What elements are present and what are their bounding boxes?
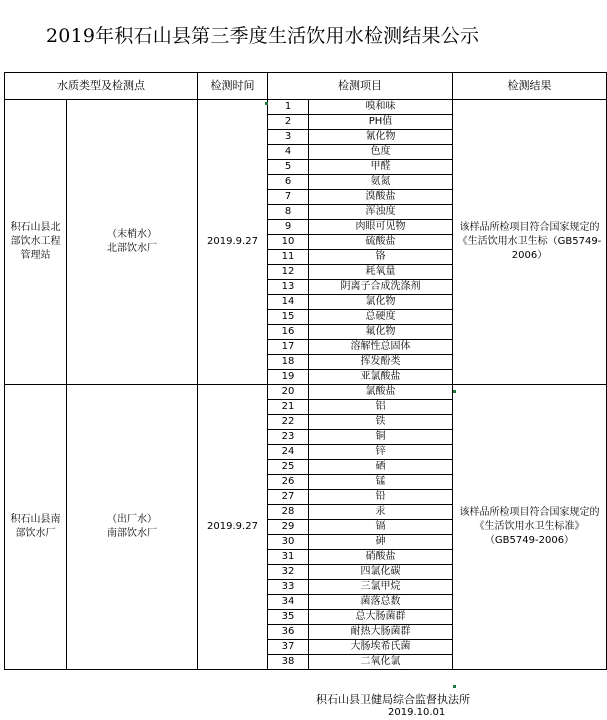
item-name: 锌 bbox=[309, 445, 453, 460]
item-number: 34 bbox=[268, 595, 309, 610]
header-row bbox=[5, 73, 607, 100]
item-number: 10 bbox=[268, 235, 309, 250]
item-number: 9 bbox=[268, 220, 309, 235]
item-name: 硒 bbox=[309, 460, 453, 475]
item-name: 耐热大肠菌群 bbox=[309, 625, 453, 640]
group-result-cell: 该样品所检项目符合国家规定的《生活饮用水卫生标（GB5749-2006） bbox=[453, 100, 607, 385]
item-number: 25 bbox=[268, 460, 309, 475]
item-name: 浑浊度 bbox=[309, 205, 453, 220]
item-number: 11 bbox=[268, 250, 309, 265]
item-name: 铝 bbox=[309, 400, 453, 415]
item-number: 17 bbox=[268, 340, 309, 355]
item-name: 氯酸盐 bbox=[309, 385, 453, 400]
item-name: 色度 bbox=[309, 145, 453, 160]
group-date-cell: 2019.9.27 bbox=[198, 100, 268, 385]
item-name: 硝酸盐 bbox=[309, 550, 453, 565]
header-type-point: 水质类型及检测点 bbox=[5, 73, 198, 100]
item-name: 菌落总数 bbox=[309, 595, 453, 610]
item-name: 汞 bbox=[309, 505, 453, 520]
item-number: 24 bbox=[268, 445, 309, 460]
item-name: 铜 bbox=[309, 430, 453, 445]
item-name: 氰化物 bbox=[309, 130, 453, 145]
item-number: 37 bbox=[268, 640, 309, 655]
item-number: 3 bbox=[268, 130, 309, 145]
item-name: 总硬度 bbox=[309, 310, 453, 325]
item-name: 硫酸盐 bbox=[309, 235, 453, 250]
footer-date: 2019.10.01 bbox=[388, 707, 446, 718]
item-name: 砷 bbox=[309, 535, 453, 550]
footer-org: 积石山县卫健局综合监督执法所 bbox=[316, 693, 470, 706]
item-number: 28 bbox=[268, 505, 309, 520]
header-result: 检测结果 bbox=[453, 73, 607, 100]
item-name: 挥发酚类 bbox=[309, 355, 453, 370]
group-date-cell: 2019.9.27 bbox=[198, 385, 268, 670]
item-name: 氟化物 bbox=[309, 325, 453, 340]
item-name: 嗅和味 bbox=[309, 100, 453, 115]
item-number: 36 bbox=[268, 625, 309, 640]
item-number: 18 bbox=[268, 355, 309, 370]
item-name: 阴离子合成洗涤剂 bbox=[309, 280, 453, 295]
item-name: 二氧化氯 bbox=[309, 655, 453, 670]
header-item: 检测项目 bbox=[268, 73, 453, 100]
item-name: PH值 bbox=[309, 115, 453, 130]
group-plant-cell: （末梢水） 北部饮水厂 bbox=[67, 100, 198, 385]
item-name: 总大肠菌群 bbox=[309, 610, 453, 625]
cell-marker bbox=[453, 685, 456, 688]
header-time: 检测时间 bbox=[198, 73, 268, 100]
item-number: 5 bbox=[268, 160, 309, 175]
item-number: 33 bbox=[268, 580, 309, 595]
cell-marker bbox=[453, 390, 456, 393]
table-row bbox=[5, 100, 607, 115]
item-name: 铁 bbox=[309, 415, 453, 430]
item-name: 铅 bbox=[309, 490, 453, 505]
table-row bbox=[5, 385, 607, 400]
item-number: 35 bbox=[268, 610, 309, 625]
results-table bbox=[4, 72, 607, 670]
item-number: 30 bbox=[268, 535, 309, 550]
item-number: 8 bbox=[268, 205, 309, 220]
item-name: 氯化物 bbox=[309, 295, 453, 310]
item-name: 溴酸盐 bbox=[309, 190, 453, 205]
item-name: 四氯化碳 bbox=[309, 565, 453, 580]
item-number: 31 bbox=[268, 550, 309, 565]
item-number: 6 bbox=[268, 175, 309, 190]
item-number: 4 bbox=[268, 145, 309, 160]
item-number: 20 bbox=[268, 385, 309, 400]
item-name: 锰 bbox=[309, 475, 453, 490]
item-name: 亚氯酸盐 bbox=[309, 370, 453, 385]
item-number: 19 bbox=[268, 370, 309, 385]
item-number: 7 bbox=[268, 190, 309, 205]
item-name: 大肠埃希氏菌 bbox=[309, 640, 453, 655]
item-name: 氨氮 bbox=[309, 175, 453, 190]
item-name: 甲醛 bbox=[309, 160, 453, 175]
item-number: 22 bbox=[268, 415, 309, 430]
item-number: 29 bbox=[268, 520, 309, 535]
page-title: 2019年积石山县第三季度生活饮用水检测结果公示 bbox=[46, 25, 480, 47]
cell-marker bbox=[265, 102, 268, 105]
item-number: 12 bbox=[268, 265, 309, 280]
item-number: 32 bbox=[268, 565, 309, 580]
item-name: 铬 bbox=[309, 250, 453, 265]
item-name: 耗氧量 bbox=[309, 265, 453, 280]
item-name: 溶解性总固体 bbox=[309, 340, 453, 355]
item-number: 27 bbox=[268, 490, 309, 505]
item-name: 镉 bbox=[309, 520, 453, 535]
item-number: 15 bbox=[268, 310, 309, 325]
item-name: 三氯甲烷 bbox=[309, 580, 453, 595]
item-number: 23 bbox=[268, 430, 309, 445]
group-org-cell: 积石山县北部饮水工程管理站 bbox=[5, 100, 67, 385]
group-result-cell: 该样品所检项目符合国家规定的《生活饮用水卫生标准》（GB5749-2006） bbox=[453, 385, 607, 670]
item-number: 1 bbox=[268, 100, 309, 115]
item-number: 13 bbox=[268, 280, 309, 295]
item-name: 肉眼可见物 bbox=[309, 220, 453, 235]
group-org-cell: 积石山县南部饮水厂 bbox=[5, 385, 67, 670]
item-number: 16 bbox=[268, 325, 309, 340]
item-number: 14 bbox=[268, 295, 309, 310]
item-number: 21 bbox=[268, 400, 309, 415]
group-plant-cell: （出厂水） 南部饮水厂 bbox=[67, 385, 198, 670]
item-number: 26 bbox=[268, 475, 309, 490]
item-number: 38 bbox=[268, 655, 309, 670]
item-number: 2 bbox=[268, 115, 309, 130]
